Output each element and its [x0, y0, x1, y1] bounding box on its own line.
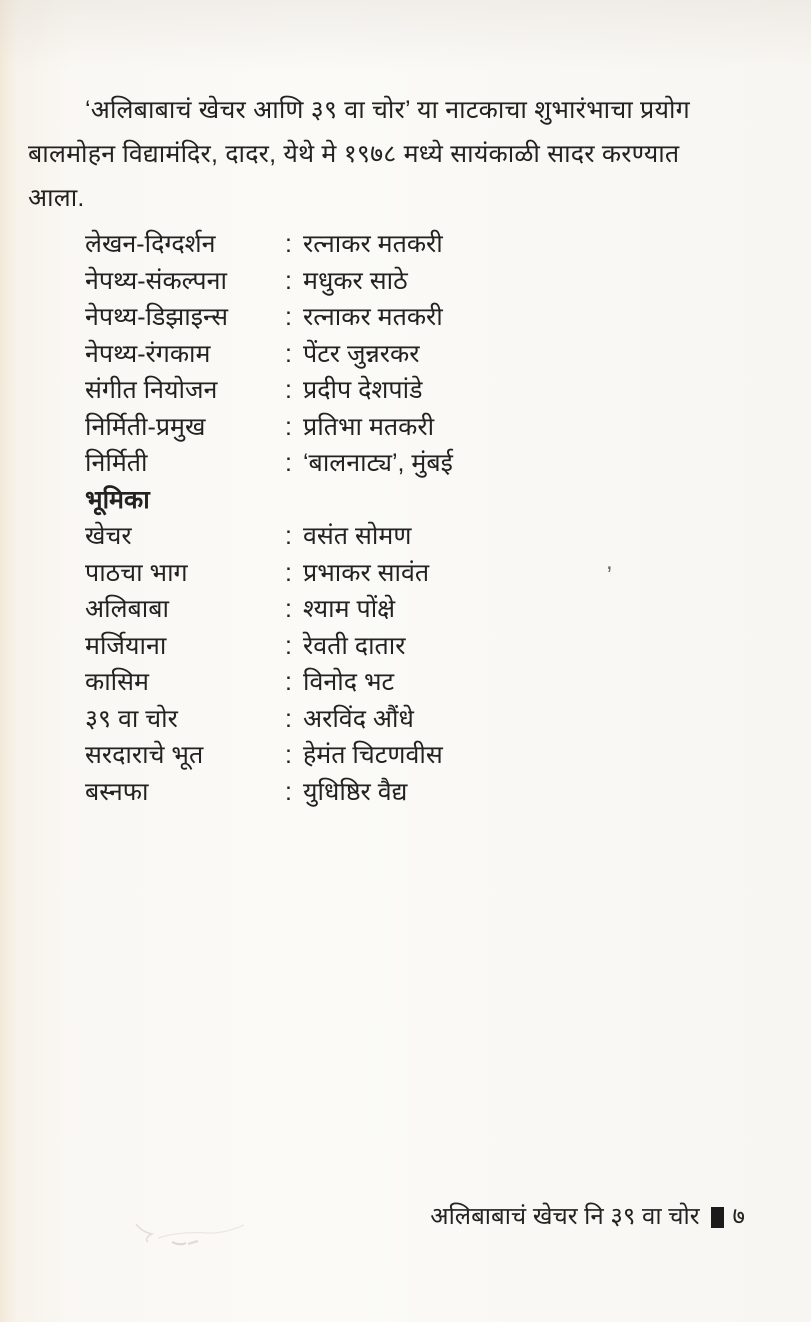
- colon-separator: :: [285, 412, 292, 441]
- intro-line: आला.: [28, 184, 85, 212]
- cast-actor: वसंत सोमण: [303, 522, 412, 550]
- credit-row: [85, 299, 725, 336]
- intro-line: बालमोहन विद्यामंदिर, दादर, येथे मे १९७८ मध्ये सायंकाळी सादर करण्यात: [28, 140, 680, 168]
- credit-label: निर्मिती-प्रमुख: [85, 412, 206, 441]
- credit-label: लेखन-दिग्दर्शन: [85, 230, 216, 258]
- cast-row: [85, 628, 725, 665]
- footer-square-marker: [711, 1207, 724, 1228]
- cast-actor: अरविंद औंधे: [303, 704, 414, 733]
- colon-separator: :: [285, 522, 292, 550]
- credit-row: [85, 372, 725, 409]
- page-number: ७: [732, 1203, 745, 1230]
- cast-row: [85, 591, 725, 628]
- cast-actor: विनोद भट: [303, 668, 395, 696]
- cast-role: खेचर: [85, 522, 132, 550]
- credit-label: नेपथ्य-संकल्पना: [85, 266, 227, 295]
- cast-role: कासिम: [85, 668, 150, 696]
- cast-row: [85, 518, 725, 555]
- colon-separator: :: [285, 230, 292, 258]
- cast-role: पाठचा भाग: [85, 558, 188, 587]
- running-title: अलिबाबाचं खेचर नि ३९ वा चोर: [430, 1203, 700, 1230]
- pencil-smudge: [128, 1202, 278, 1257]
- intro-paragraph: [28, 88, 728, 220]
- cast-actor: प्रभाकर सावंत: [303, 558, 430, 587]
- stray-ink-mark: ,: [606, 548, 613, 575]
- cast-row: [85, 774, 725, 811]
- colon-separator: :: [285, 668, 292, 696]
- cast-heading-label: भूमिका: [85, 485, 150, 514]
- cast-role: मर्जियाना: [85, 631, 167, 660]
- colon-separator: :: [285, 449, 292, 477]
- intro-line: ‘अलिबाबाचं खेचर आणि ३९ वा चोर’ या नाटकाचा शुभारंभाचा प्रयोग: [85, 96, 690, 124]
- colon-separator: :: [285, 631, 292, 660]
- colon-separator: :: [285, 777, 292, 806]
- colon-separator: :: [285, 303, 292, 331]
- cast-actor: हेमंत चिटणवीस: [303, 741, 443, 769]
- cast-actor: युधिष्ठिर वैद्य: [303, 777, 408, 806]
- credit-row: [85, 409, 725, 446]
- cast-row: [85, 555, 725, 592]
- credit-row: [85, 263, 725, 300]
- cast-actor: श्याम पोंक्षे: [303, 595, 396, 623]
- colon-separator: :: [285, 376, 292, 404]
- credit-value: रत्नाकर मतकरी: [303, 303, 443, 331]
- credit-value: प्रदीप देशपांडे: [303, 376, 423, 404]
- cast-row: [85, 737, 725, 774]
- cast-row: [85, 701, 725, 738]
- colon-separator: :: [285, 266, 292, 295]
- colon-separator: :: [285, 558, 292, 587]
- credit-value: प्रतिभा मतकरी: [303, 412, 435, 441]
- credit-value: रत्नाकर मतकरी: [303, 230, 443, 258]
- credit-label: नेपथ्य-रंगकाम: [85, 339, 211, 368]
- page-footer: [430, 1200, 745, 1234]
- cast-row: [85, 664, 725, 701]
- credit-value: मधुकर साठे: [303, 266, 408, 295]
- cast-actor: रेवती दातार: [303, 631, 406, 660]
- credit-value: ‘बालनाट्य’, मुंबई: [303, 449, 453, 477]
- credits-and-cast-list: [85, 226, 725, 810]
- colon-separator: :: [285, 741, 292, 769]
- cast-heading: [85, 482, 725, 519]
- credit-row: [85, 336, 725, 373]
- credit-label: निर्मिती: [85, 449, 148, 477]
- cast-role: सरदाराचे भूत: [85, 741, 204, 769]
- cast-role: अलिबाबा: [85, 595, 170, 623]
- colon-separator: :: [285, 595, 292, 623]
- credit-value: पेंटर जुन्नरकर: [303, 339, 420, 368]
- cast-role: बस्नफा: [85, 777, 149, 806]
- credit-label: संगीत नियोजन: [85, 376, 218, 404]
- credit-label: नेपथ्य-डिझाइन्स: [85, 303, 229, 331]
- credit-row: [85, 226, 725, 263]
- cast-role: ३९ वा चोर: [85, 704, 178, 733]
- credit-row: [85, 445, 725, 482]
- colon-separator: :: [285, 704, 292, 733]
- colon-separator: :: [285, 339, 292, 368]
